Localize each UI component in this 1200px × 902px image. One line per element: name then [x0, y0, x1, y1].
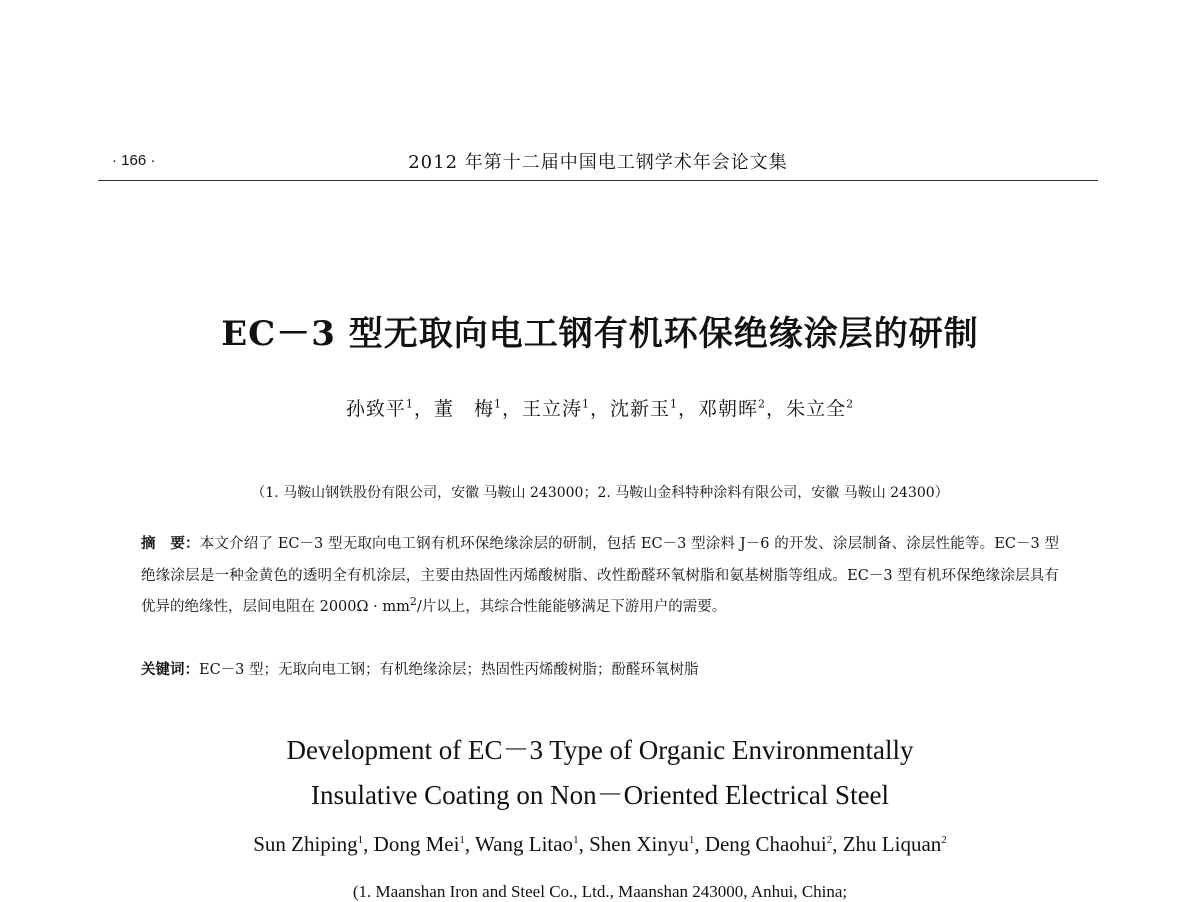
affiliation-chinese: （1. 马鞍山钢铁股份有限公司，安徽 马鞍山 243000；2. 马鞍山金科特种涂料有限公司，安徽 马鞍山 24300）	[251, 485, 949, 501]
title-en-line2: Insulative Coating on Non－Oriented Electrical Steel	[310, 780, 890, 810]
author-name: 沈新玉	[610, 398, 671, 420]
keywords-text: EC－3 型；无取向电工钢；有机绝缘涂层；热固性丙烯酸树脂；酚醛环氧树脂	[199, 662, 699, 678]
authors-english: Sun Zhiping$^1$, Dong Mei$^1$, Wang Litao$^1$, Shen Xinyu$^1$, Deng Chaohui$^2$, Zhu Liquan$^2$	[253, 832, 947, 856]
author-affil-mark: 1	[405, 397, 414, 411]
keywords-label: 关键词：	[141, 661, 199, 678]
abstract-label: 摘 要：	[141, 535, 200, 552]
running-title: 2012 年第十二届中国电工钢学术年会论文集	[408, 152, 788, 173]
author-name: Sun Zhiping	[253, 832, 358, 856]
author-affil-mark: 1	[581, 397, 590, 411]
author-affil-mark: 1	[493, 397, 502, 411]
author-name: 邓朝晖	[698, 398, 759, 420]
author-affil-mark: 1	[357, 834, 364, 846]
keywords-chinese	[141, 656, 1059, 684]
author-name: Dong Mei	[373, 832, 460, 856]
page-header	[98, 148, 1098, 181]
author-name: 王立涛	[521, 398, 582, 420]
abstract-text: 本文介绍了 EC－3 型无取向电工钢有机环保绝缘涂层的研制，包括 EC－3 型涂料 J－6 的开发、涂层制备、涂层性能等。EC－3 型绝缘涂层是一种金黄色的透明全有机涂层，主要由热固性丙烯酸树脂、改性酚醛环氧树脂和氨基树脂等组成。EC－3 型有机环保绝缘涂层具有优异的绝缘性，层间电阻在 2000Ω · mm	[141, 536, 1060, 615]
author-affil-mark: 2	[826, 834, 833, 846]
author-affil-mark: 2	[941, 834, 947, 846]
authors-chinese: 孙致平$^1$，董 梅$^1$，王立涛$^1$，沈新玉$^1$，邓朝晖$^2$，朱立全$^2$	[345, 397, 855, 420]
author-affil-mark: 2	[758, 397, 767, 411]
author-affil-mark: 1	[688, 834, 695, 846]
author-name: 董 梅	[433, 398, 494, 420]
paper-title-english	[0, 728, 1200, 818]
author-name: Zhu Liquan	[842, 832, 942, 856]
author-affil-mark: 2	[846, 397, 855, 411]
author-name: Shen Xinyu	[589, 832, 689, 856]
author-affil-mark: 1	[459, 834, 465, 846]
unit-superscript: 2	[409, 595, 417, 609]
author-affil-mark: 1	[670, 397, 679, 411]
author-name: 孙致平	[345, 398, 406, 420]
affiliation-english: (1. Maanshan Iron and Steel Co., Ltd., Maanshan 243000, Anhui, China;	[352, 882, 848, 901]
paper-title-chinese: EC－3 型无取向电工钢有机环保绝缘涂层的研制	[221, 314, 979, 354]
author-name: Wang Litao	[475, 832, 574, 856]
author-name: 朱立全	[786, 398, 847, 420]
author-affil-mark: 1	[573, 834, 579, 846]
page-number: · 166 ·	[112, 152, 156, 169]
author-name: Deng Chaohui	[704, 832, 827, 856]
title-en-line1: Development of EC－3 Type of Organic Environmentally	[286, 735, 914, 765]
abstract-chinese	[141, 528, 1059, 624]
abstract-text-end: /片以上，其综合性能能够满足下游用户的需要。	[416, 599, 727, 615]
